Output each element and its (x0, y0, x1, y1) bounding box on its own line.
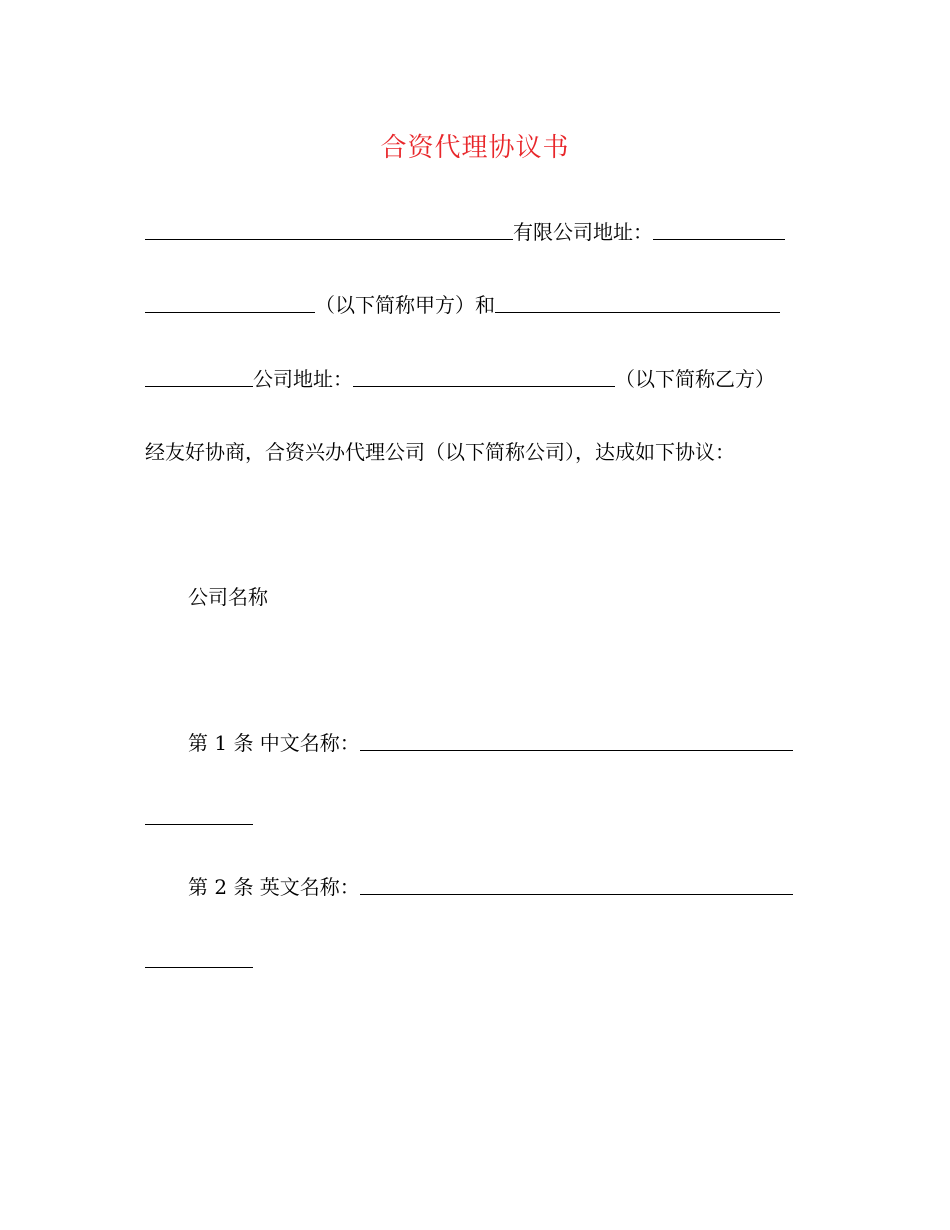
article-1-continuation (145, 800, 253, 830)
article-2-label: 第 2 条 英文名称： (188, 875, 360, 899)
article-2-continuation (145, 943, 253, 973)
article-2-blank-cont[interactable] (145, 966, 253, 968)
article-1-blank-cont[interactable] (145, 823, 253, 825)
article-2-blank[interactable] (360, 893, 793, 895)
party-b-address-blank[interactable] (353, 385, 615, 387)
party-b-designation: （以下简称乙方） (615, 367, 775, 391)
party-a-company-blank[interactable] (145, 238, 513, 240)
section-heading (188, 580, 268, 610)
party-a-address-blank[interactable] (653, 238, 785, 240)
party-b-company-blank-cont[interactable] (145, 385, 253, 387)
preamble-text: 经友好协商，合资兴办代理公司（以下简称公司），达成如下协议： (145, 440, 735, 464)
party-a-designation-line (145, 288, 780, 318)
section-heading-text: 公司名称 (188, 585, 268, 609)
party-a-address-blank-cont[interactable] (145, 311, 315, 313)
article-2 (188, 870, 793, 900)
preamble (145, 435, 735, 465)
party-b-address-label: 公司地址： (253, 367, 353, 391)
page-title: 合资代理协议书 (380, 133, 570, 163)
party-a-line (145, 215, 785, 245)
party-a-designation: （以下简称甲方）和 (315, 293, 495, 317)
article-1 (188, 726, 793, 756)
article-1-label: 第 1 条 中文名称： (188, 731, 360, 755)
article-1-blank[interactable] (360, 749, 793, 751)
party-b-line (145, 362, 775, 392)
party-a-address-label: 有限公司地址： (513, 220, 653, 244)
party-b-company-blank[interactable] (495, 311, 780, 313)
